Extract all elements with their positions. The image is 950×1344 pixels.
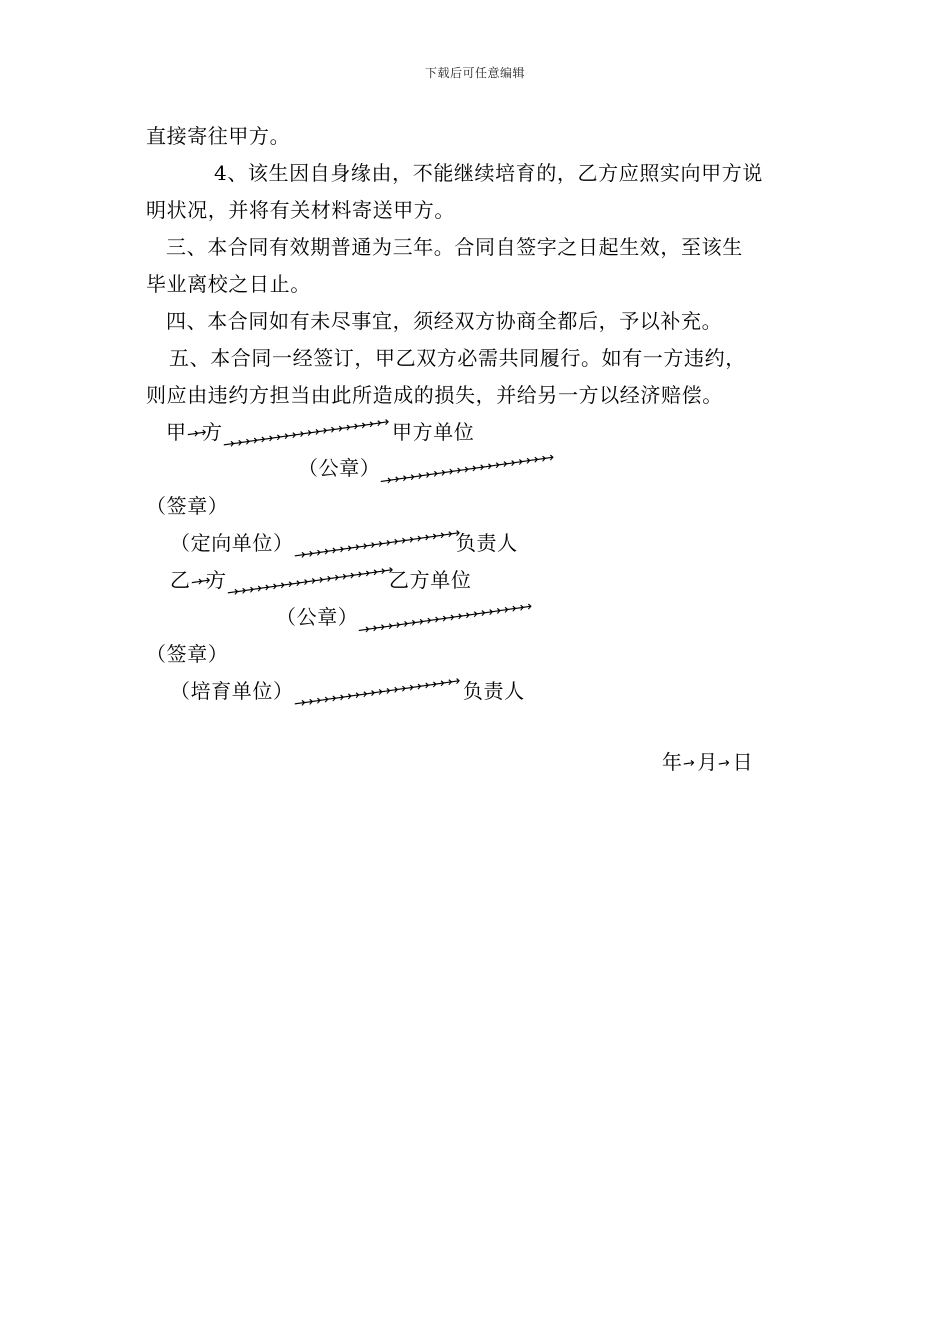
party-b-seal: （公章） [276, 605, 359, 629]
paragraph-3-line-2: 毕业离校之日止。 [146, 272, 311, 296]
party-b-train-line [170, 673, 525, 713]
paragraph-5-line-1: 五、本合同一经签订，甲乙双方必需共同履行。如有一方违约， [169, 346, 746, 370]
party-a-unit: 甲方单位 [392, 420, 475, 444]
date-month: 月 [697, 750, 718, 774]
party-a-sign: （签章） [146, 494, 229, 518]
party-b-sign: （签章） [146, 642, 229, 666]
tab-arrow-icon: →→→→→→→→→→→→→→→→→→→→→ [226, 562, 390, 602]
party-b-char-2: 方 [206, 568, 227, 592]
tab-arrow-icon: →→ [190, 572, 207, 592]
tab-arrow-icon: →→ [186, 424, 203, 444]
tab-arrow-icon: → [682, 755, 691, 773]
party-b-line [170, 562, 472, 602]
party-b-train: （培育单位） [170, 679, 294, 703]
date-year: 年 [662, 750, 683, 774]
paragraph-2-line-2: 明状况，并将有关材料寄送甲方。 [146, 198, 455, 222]
party-a-seal: （公章） [298, 456, 381, 480]
tab-arrow-icon: →→→→→→→→→→→→→→→→→→→→→→ [358, 599, 529, 639]
party-a-orient-line [170, 525, 518, 565]
party-a-orient: （定向单位） [170, 531, 294, 555]
party-a-char-1: 甲 [166, 420, 187, 444]
party-a-line [166, 414, 475, 454]
party-b-head: 负责人 [462, 679, 525, 703]
tab-arrow-icon: →→→→→→→→→→→→→→→→→→→→→ [293, 673, 456, 713]
party-b-unit: 乙方单位 [389, 568, 472, 592]
paragraph-4: 四、本合同如有未尽事宜，须经双方协商全都后，予以补充。 [166, 309, 723, 333]
paragraph-3-line-1: 三、本合同有效期普通为三年。合同自签字之日起生效，至该生 [166, 235, 743, 259]
paragraph-2-line-1: 4、该生因自身缘由，不能继续培育的，乙方应照实向甲方说 [214, 161, 763, 185]
page-header: 下载后可任意编辑 [424, 66, 525, 80]
tab-arrow-icon: →→→→→→→→→→→→→→→→→→→→→ [222, 414, 386, 454]
party-b-char-1: 乙 [170, 568, 191, 592]
party-b-seal-line [276, 599, 529, 639]
party-a-seal-line [298, 450, 551, 490]
date-line [662, 749, 753, 777]
date-day: 日 [732, 750, 754, 774]
party-a-char-2: 方 [202, 420, 223, 444]
tab-arrow-icon: →→→→→→→→→→→→→→→→→→→→→→ [380, 450, 551, 490]
paragraph-5-line-2: 则应由违约方担当由此所造成的损失，并给另一方以经济赔偿。 [146, 383, 723, 407]
tab-arrow-icon: → [717, 755, 726, 773]
paragraph-1: 直接寄往甲方。 [146, 124, 291, 148]
party-a-head: 负责人 [455, 531, 518, 555]
tab-arrow-icon: →→→→→→→→→→→→→→→→→→→→→ [293, 525, 456, 565]
